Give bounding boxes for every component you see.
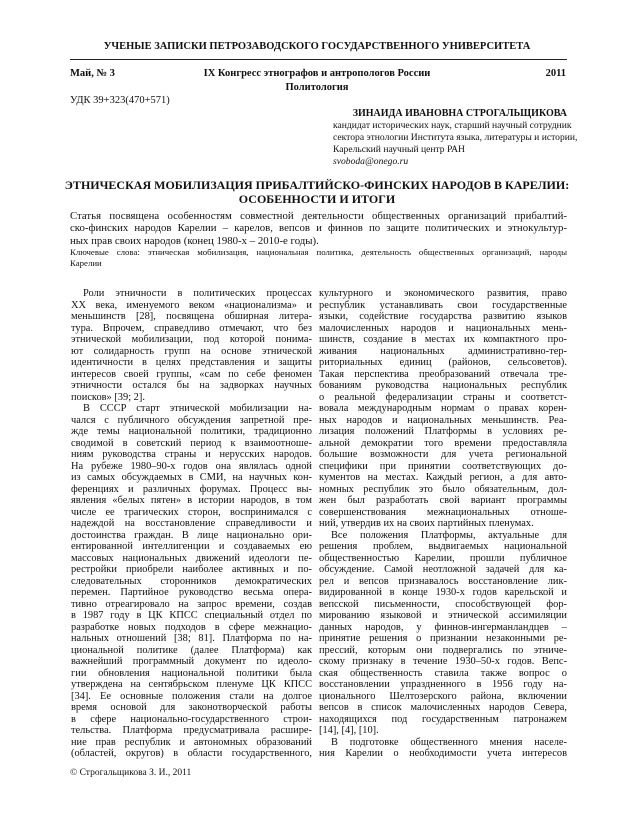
text-line: жде темы национальной политики, традиционно <box>71 426 312 437</box>
paragraph <box>319 288 567 530</box>
text-line: ния Карелии о необходимости учета интересов <box>319 748 567 759</box>
paragraph <box>319 737 567 760</box>
year-label: 2011 <box>545 68 566 79</box>
author-name: ЗИНАИДА ИВАНОВНА СТРОГАЛЬЩИКОВА <box>352 108 567 119</box>
text-line: Роли этничности в политических процессах <box>83 288 312 299</box>
text-line: время основой для законотворческой работы <box>71 702 312 713</box>
author-affiliation-line: кандидат исторических наук, старший научный сотрудник <box>333 120 572 131</box>
text-line: совершенствования межнациональных отноше- <box>319 506 567 518</box>
text-line: гии обновления национальной политики была <box>71 667 312 679</box>
text-line: идентичности в целях представления и защиты <box>71 357 312 368</box>
text-line: явления «белых пятен» в истории народов, в том <box>71 495 312 506</box>
text-line: языки, содействие государства развитию языков <box>319 311 567 322</box>
text-line: кументов на местах. Каждый регион, а для авто- <box>319 472 567 483</box>
text-line: республик устанавливать свои государственные <box>319 299 567 311</box>
text-line: XX века, именуемого веком «национализма» и <box>71 299 312 311</box>
text-line: [14], [4], [10]. <box>319 725 379 736</box>
text-line: о реальной федерализации страны и соответст- <box>319 391 567 403</box>
text-line: достоинства граждан. В лице национально ори- <box>71 529 312 541</box>
text-line: из самых обсуждаемых в СМИ, на научных кон- <box>71 472 312 483</box>
text-line: ных народов и национальных меньшинств. Реа- <box>319 414 567 426</box>
text-line: В подготовке общественного мнения населе- <box>331 736 567 748</box>
text-line: ние прав республик и автономных образований <box>71 736 312 748</box>
abstract-line: ско-финских народов Карелии – карелов, вепсов и финнов по защите политических и этнокультур- <box>70 222 567 235</box>
text-line: жен был разработать свой вариант программы <box>319 495 567 506</box>
text-line: перемен. Партийное руководство весьма опера- <box>71 587 312 598</box>
congress-label: IX Конгресс этнографов и антропологов России <box>203 68 431 79</box>
author-email[interactable]: svoboda@onego.ru <box>333 156 409 167</box>
author-block <box>333 108 578 168</box>
text-line: тивно отреагировало на запрос времени, создав <box>71 598 312 610</box>
paragraph <box>71 288 312 403</box>
text-line: альной демократии того времени предоставляла <box>319 437 567 449</box>
text-line: тура. Впрочем, справедливо отмечают, что без <box>71 322 312 334</box>
text-line: тельства. Платформа предусматривала расшире- <box>71 725 312 736</box>
text-line: восстановлении упраздненного в 1956 году на- <box>319 679 567 690</box>
text-line: Все положения Платформы, актуальные для <box>331 529 567 541</box>
text-line: числе ее трагических сторон, воспринимался с <box>71 506 312 518</box>
text-line: живания национальных административно-тер- <box>319 345 567 357</box>
text-line: видированной в конце 1930-х годов карельской и <box>319 587 567 598</box>
text-line: лизация положений Платформы в условиях ре- <box>319 426 567 437</box>
text-line: бованиям руководства национальных республик <box>319 380 567 391</box>
text-line: ференциях и различных форумах. Процесс вы- <box>71 483 312 495</box>
text-line: интересов своей группы, «сам по себе феномен <box>71 368 312 380</box>
article-title <box>60 179 574 206</box>
text-line: номных республик это было обязательным, дол- <box>319 483 567 495</box>
text-line: мированию языковой и этнической ассимиляции <box>319 610 567 621</box>
title-line: ОСОБЕННОСТИ И ИТОГИ <box>238 191 396 206</box>
text-line: ционального Шелтозерского района, включении <box>319 690 567 702</box>
text-line: массовых национальных движений идеологи пе- <box>71 552 312 564</box>
text-line: рестройки приобрели наиболее активных и по- <box>71 564 312 575</box>
text-line: большие возможности для учета региональной <box>319 449 567 460</box>
author-affiliation-line: сектора этнологии Института языка, литературы и истории, <box>333 132 578 143</box>
abstract <box>70 210 567 247</box>
copyright: © Строгальщикова З. И., 2011 <box>70 768 192 778</box>
text-line: ют солидарность групп на основе этнической <box>71 345 312 357</box>
text-line: решения проблем, выдвигаемых национальной <box>319 541 567 552</box>
keywords-line: Карелии <box>70 257 102 268</box>
header-divider <box>70 59 567 60</box>
text-line: поисков» [39; 2]. <box>71 391 145 403</box>
text-line: специфики при принятии соответствующих до- <box>319 460 567 472</box>
text-line: общественностью Карелии, прошли публичное <box>319 552 567 564</box>
text-line: риториальных единиц (районов, сельсоветов). <box>319 357 567 368</box>
text-line: ентированной интеллигенции и создаваемых ею <box>71 541 312 552</box>
text-line: рел и вепсов признавалось восстановление лик- <box>319 575 567 587</box>
abstract-line: ных прав своих народов (конец 1980-х – 2010-е годы). <box>70 234 319 247</box>
text-line: В СССР старт этнической мобилизации на- <box>83 403 312 414</box>
text-line: вепсской письменности, способствующей фор- <box>319 598 567 610</box>
text-line: сводимой в советский период к взаимоотноше- <box>71 437 312 449</box>
journal-title: УЧЕНЫЕ ЗАПИСКИ ПЕТРОЗАВОДСКОГО ГОСУДАРСТВЕННОГО УНИВЕРСИТЕТА <box>103 41 531 52</box>
body-column-left <box>71 288 312 760</box>
text-line: в сфере национально-государственного строи- <box>71 713 312 725</box>
text-line: Такая перспектива преобразований отвечала тре- <box>319 368 567 380</box>
text-line: меньшинств [28], посвящена обширная литера- <box>71 311 312 322</box>
text-line: этничности остался бы на задворках научных <box>71 380 312 391</box>
text-line: данных народов, у финнов-ингерманландцев – <box>319 621 567 633</box>
text-line: (областей, округов) в области государственного, <box>71 748 312 759</box>
body-column-right <box>319 288 567 760</box>
text-line: вовала международным нормам о правах корен- <box>319 403 567 414</box>
text-line: разработке новых подходов в сфере межнацио- <box>71 621 312 633</box>
text-line: следовательных сторонников демократических <box>71 575 312 587</box>
text-line: ская общественность ставила также вопрос о <box>319 667 567 679</box>
author-affiliation-line: Карельский научный центр РАН <box>333 144 465 155</box>
text-line: утверждена на сентябрьском пленуме ЦК КПСС <box>71 679 312 690</box>
text-line: культурного и экономического развития, право <box>319 288 567 299</box>
text-line: принятие решения о признании незаконными ре- <box>319 633 567 644</box>
text-line: находящихся под государственным патронажем <box>319 713 567 725</box>
text-line: обсуждение. Самой неотложной задачей для ка- <box>319 564 567 575</box>
text-line: малочисленных народов и национальных мень- <box>319 322 567 334</box>
keywords-line: Ключевые слова: этническая мобилизация, национальная политика, деятельность общественных организаций, народы <box>70 247 567 257</box>
text-line: в 1987 году в ЦК КПСС специальный отдел по <box>71 610 312 621</box>
paragraph <box>71 403 312 760</box>
text-line: прессий, которым они подвергались по этниче- <box>319 644 567 656</box>
keywords <box>70 247 567 268</box>
text-line: вепсов в список малочисленных народов Севера, <box>319 702 567 713</box>
text-line: [34]. Ее основные положения стали на долгое <box>71 690 312 702</box>
text-line: важнейший программный документ по идеоло- <box>71 656 312 667</box>
abstract-line: Статья посвящена особенностям совместной деятельности общественных организаций прибалтий- <box>70 210 567 222</box>
text-line: На рубеже 1980–90-х годов она являлась одной <box>71 460 312 472</box>
paragraph <box>319 530 567 737</box>
text-line: чался с публичного обсуждения запретной пре- <box>71 414 312 426</box>
title-line: ЭТНИЧЕСКАЯ МОБИЛИЗАЦИЯ ПРИБАЛТИЙСКО-ФИНСКИХ НАРОДОВ В КАРЕЛИИ: <box>64 178 570 192</box>
text-line: надеждой на восстановление справедливости и <box>71 518 312 529</box>
udk-code: УДК 39+323(470+571) <box>70 95 170 106</box>
issue-label: Май, № 3 <box>70 68 115 79</box>
text-line: шинств, создание в местах их компактного про- <box>319 334 567 345</box>
text-line: ниям руководства страны и нерусских народов. <box>71 449 312 460</box>
text-line: нальных отношений [38; 81]. Платформа по на- <box>71 633 312 644</box>
text-line: скому признаку в течение 1930–50-х годов. Вепс- <box>319 656 567 667</box>
text-line: ний, утвердив их на своих партийных пленумах. <box>319 518 534 529</box>
text-line: циональной политике (далее Платформа) как <box>71 644 312 656</box>
text-line: этнической мобилизации, под которой понима- <box>71 334 312 345</box>
section-label: Политология <box>285 82 349 93</box>
